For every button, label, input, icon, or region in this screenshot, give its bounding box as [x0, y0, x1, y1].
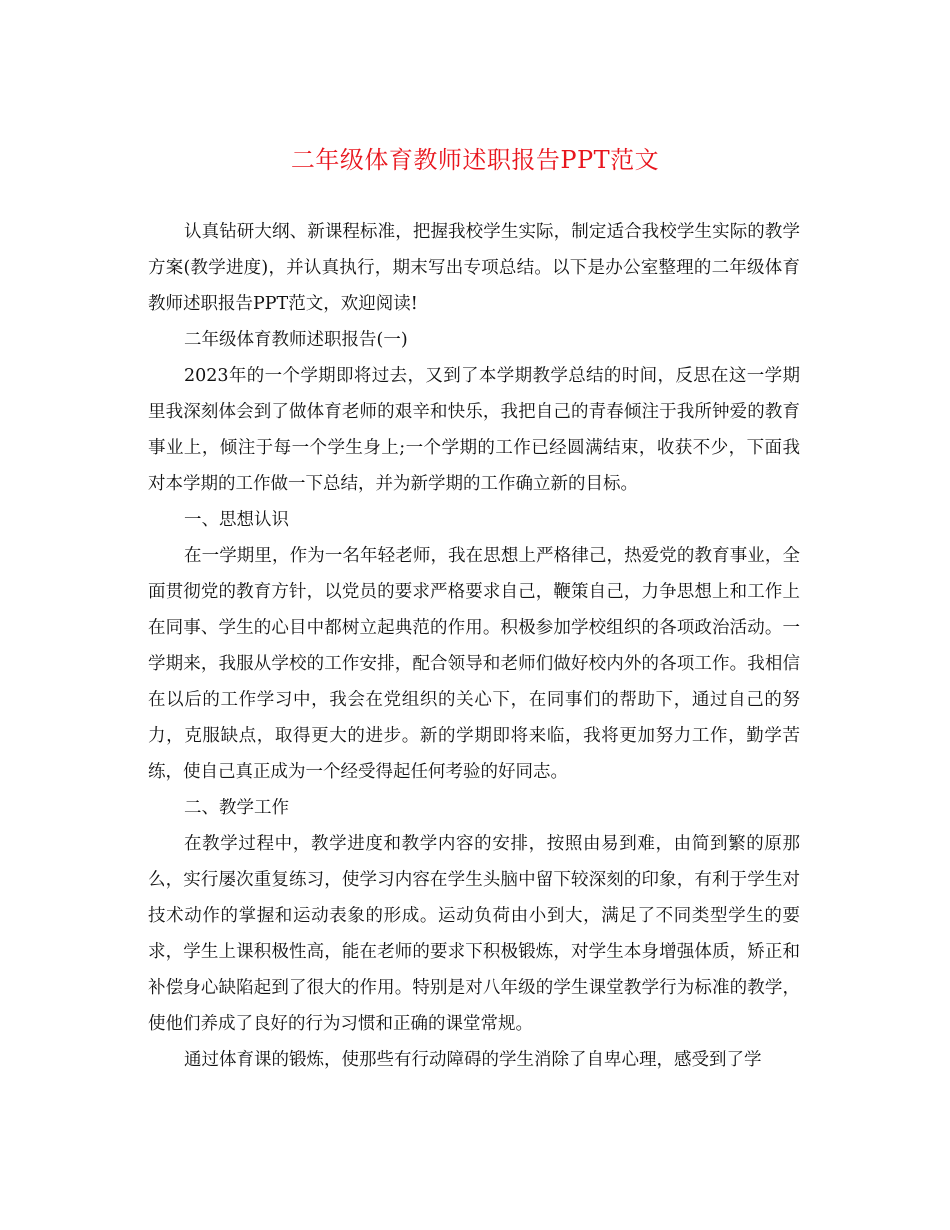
body-paragraph: 2023年的一个学期即将过去，又到了本学期教学总结的时间，反思在这一学期里我深刻体会到了做体育老师的艰辛和快乐，我把自己的青春倾注于我所钟爱的教育事业上，倾注于每一个学生身上;一个学期的工作已经圆满结束，收获不少，下面我对本学期的工作做一下总结，并为新学期的工作确立新的目标。 [148, 366, 800, 494]
report-heading: 二年级体育教师述职报告(一) [184, 330, 408, 350]
document-title: 二年级体育教师述职报告PPT范文 [290, 146, 660, 174]
body-paragraph: 在教学过程中，教学进度和教学内容的安排，按照由易到难，由简到繁的原那么，实行屡次重复练习，使学习内容在学生头脑中留下较深刻的印象，有利于学生对技术动作的掌握和运动表象的形成。运动负荷由小到大，满足了不同类型学生的要求，学生上课积极性高，能在老师的要求下积极锻炼，对学生本身增强体质，矫正和补偿身心缺陷起到了很大的作用。特别是对八年级的学生课堂教学行为标准的教学，使他们养成了良好的行为习惯和正确的课堂常规。 [148, 834, 800, 1034]
intro-paragraph: 认真钻研大纲、新课程标准，把握我校学生实际，制定适合我校学生实际的教学方案(教学进度)，并认真执行，期末写出专项总结。以下是办公室整理的二年级体育教师述职报告PPT范文，欢迎阅读! [148, 222, 800, 314]
section-heading: 二、教学工作 [184, 798, 289, 818]
document-body [148, 214, 800, 1078]
section-heading: 一、思想认识 [184, 510, 289, 530]
body-paragraph: 通过体育课的锻炼，使那些有行动障碍的学生消除了自卑心理，感受到了学 [184, 1050, 762, 1070]
body-paragraph: 在一学期里，作为一名年轻老师，我在思想上严格律己，热爱党的教育事业，全面贯彻党的教育方针，以党员的要求严格要求自己，鞭策自己，力争思想上和工作上在同事、学生的心目中都树立起典范的作用。积极参加学校组织的各项政治活动。一学期来，我服从学校的工作安排，配合领导和老师们做好校内外的各项工作。我相信在以后的工作学习中，我会在党组织的关心下，在同事们的帮助下，通过自己的努力，克服缺点，取得更大的进步。新的学期即将来临，我将更加努力工作，勤学苦练，使自己真正成为一个经受得起任何考验的好同志。 [148, 546, 800, 782]
